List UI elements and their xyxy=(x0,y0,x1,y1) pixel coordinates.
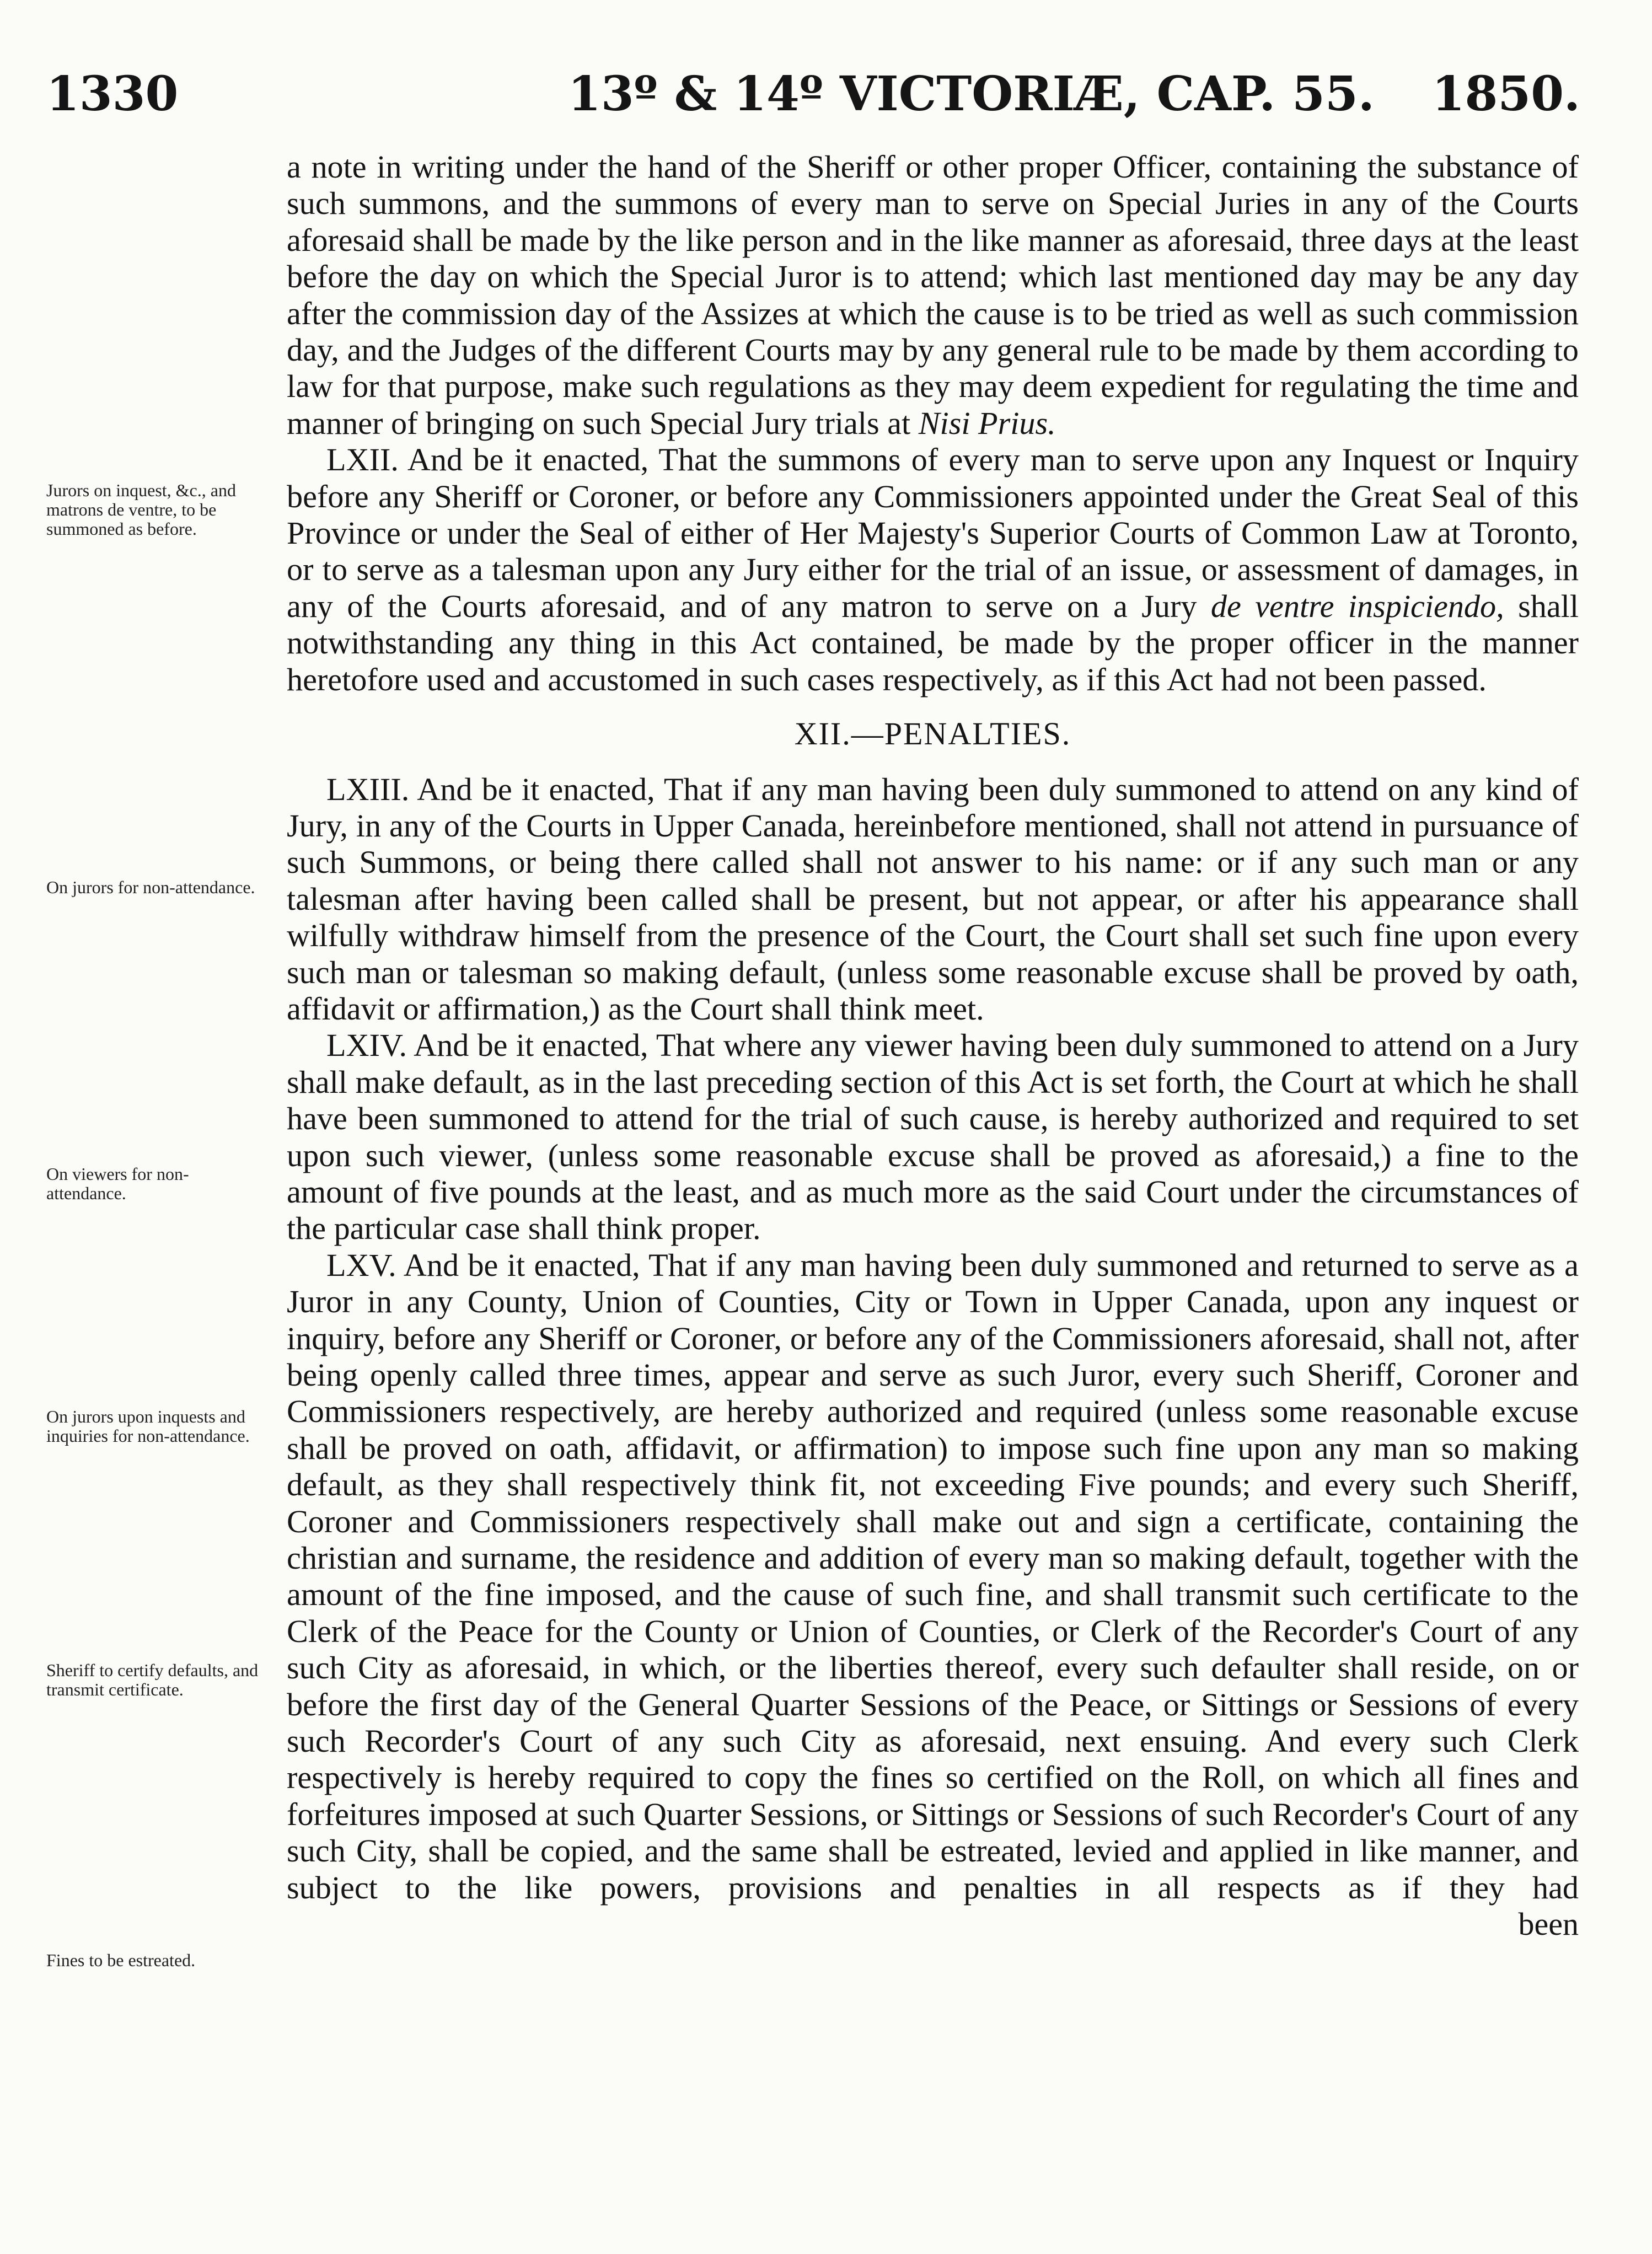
continuation-text: a note in writing under the hand of the Sheriff or other proper Officer, containing the substance of such summons, and the summons of every man to serve on Special Juries in any of the Courts aforesaid shall be made by the like person and in the like manner as aforesaid, three days at the least before the day on which the Special Juror is to attend; which last mentioned day may be any day after the commission day of the Assizes at which the cause is to be tried as well as such commission day, and the Judges of the different Courts may by any general rule to be made by them according to law for that purpose, make such regulations as they may deem expedient for regulating the time and manner of bringing on such Special Jury trials at xyxy=(287,149,1579,441)
section-65: LXV. And be it enacted, That if any man having been duly summoned and returned to serve as a Juror in any County, Union of Counties, City or Town in Upper Canada, upon any inquest or inquiry, before any Sheriff or Coroner, or before any of the Commissioners aforesaid, shall not, after being openly called three times, appear and serve as such Juror, every such Sheriff, Coroner and Commissioners respectively, are hereby authorized and required (unless some reasonable excuse shall be proved on oath, affidavit, or affirmation) to impose such fine upon any man so making default, as they shall respectively think fit, not exceeding Five pounds; and every such Sheriff, Coroner and Commissioners respectively shall make out and sign a certificate, containing the christian and surname, the residence and addition of every man so making default, together with the amount of the fine imposed, and the cause of such fine, and shall transmit such certificate to the Clerk of the Peace for the County or Union of Counties, or Clerk of the Recorder's Court of any such City as aforesaid, in which, or the liberties thereof, every such defaulter shall reside, on or before the first day of the General Quarter Sessions of the Peace, or Sittings or Sessions of every such Recorder's Court of any such City as aforesaid, next ensuing. And every such Clerk respectively is hereby required to copy the fines so certified on the Roll, on which all fines and forfeitures imposed at such Quarter Sessions, or Sittings or Sessions of such Recorder's Court of any such City, shall be copied, and the same shall be estreated, levied and applied in like manner, and subject to the like powers, provisions and penalties in all respects as if they had xyxy=(287,1247,1579,1906)
margin-note-fines-estreated: Fines to be estreated. xyxy=(46,1950,196,1970)
margin-note-viewers-non-attendance: On viewers for non-attendance. xyxy=(46,1164,189,1203)
margin-note-inquests-non-attendance: On jurors upon inquests and inquiries for non-attendance. xyxy=(46,1407,250,1446)
margin-note-sheriff-certify: Sheriff to certify defaults, and transmit certificate. xyxy=(46,1660,259,1699)
section-62-text-b: shall notwithstanding any thing in this Act contained, be made by the proper officer in the manner heretofore used and accustomed in such cases respectively, as if this Act had not been passed. xyxy=(287,588,1579,697)
section-63: LXIII. And be it enacted, That if any man having been duly summoned to attend on any kind of Jury, in any of the Courts in Upper Canada, hereinbefore mentioned, shall not attend in pursuance of such Summons, or being there called shall not answer to his name: or if any such man or any talesman after having been called shall be present, but not appear, or after his appearance shall wilfully withdraw himself from the presence of the Court, the Court shall set such fine upon every such man or talesman so making default, (unless some reasonable excuse shall be proved by oath, affidavit or affirmation,) as the Court shall think meet. xyxy=(287,771,1579,1027)
header-year: 1850. xyxy=(1431,66,1580,122)
continuation-italic: Nisi Prius. xyxy=(918,405,1056,441)
page-number: 1330 xyxy=(46,66,179,122)
running-title: 13º & 14º VICTORIÆ, CAP. 55. xyxy=(568,66,1375,122)
body-text xyxy=(287,149,1579,1943)
margin-note-jurors-non-attendance: On jurors for non-attendance. xyxy=(46,877,255,897)
section-64: LXIV. And be it enacted, That where any viewer having been duly summoned to attend on a Jury shall make default, as in the last preceding section of this Act is set forth, the Court at which he shall have been summoned to attend for the trial of such cause, is hereby authorized and required to set upon such viewer, (unless some reasonable excuse shall be proved as aforesaid,) a fine to the amount of five pounds at the least, and as much more as the said Court under the circumstances of the particular case shall think proper. xyxy=(287,1027,1579,1247)
section-62 xyxy=(287,442,1579,698)
section-62-italic: de ventre inspiciendo, xyxy=(1210,588,1504,624)
margin-note-jurors-inquest: Jurors on inquest, &c., and matrons de ventre, to be summoned as before. xyxy=(46,480,236,539)
catchword: been xyxy=(1518,1906,1579,1942)
section-62-text-a: LXII. And be it enacted, That the summons of every man to serve upon any Inquest or Inquiry before any Sheriff or Coroner, or before any Commissioners appointed under the Great Seal of this Province or under the Seal of either of Her Majesty's Superior Courts of Common Law at Toronto, or to serve as a talesman upon any Jury either for the trial of an issue, or assessment of damages, in any of the Courts aforesaid, and of any matron to serve on a Jury xyxy=(287,442,1579,624)
section-heading: XII.—PENALTIES. xyxy=(794,716,1071,752)
paragraph-continuation xyxy=(287,149,1579,442)
